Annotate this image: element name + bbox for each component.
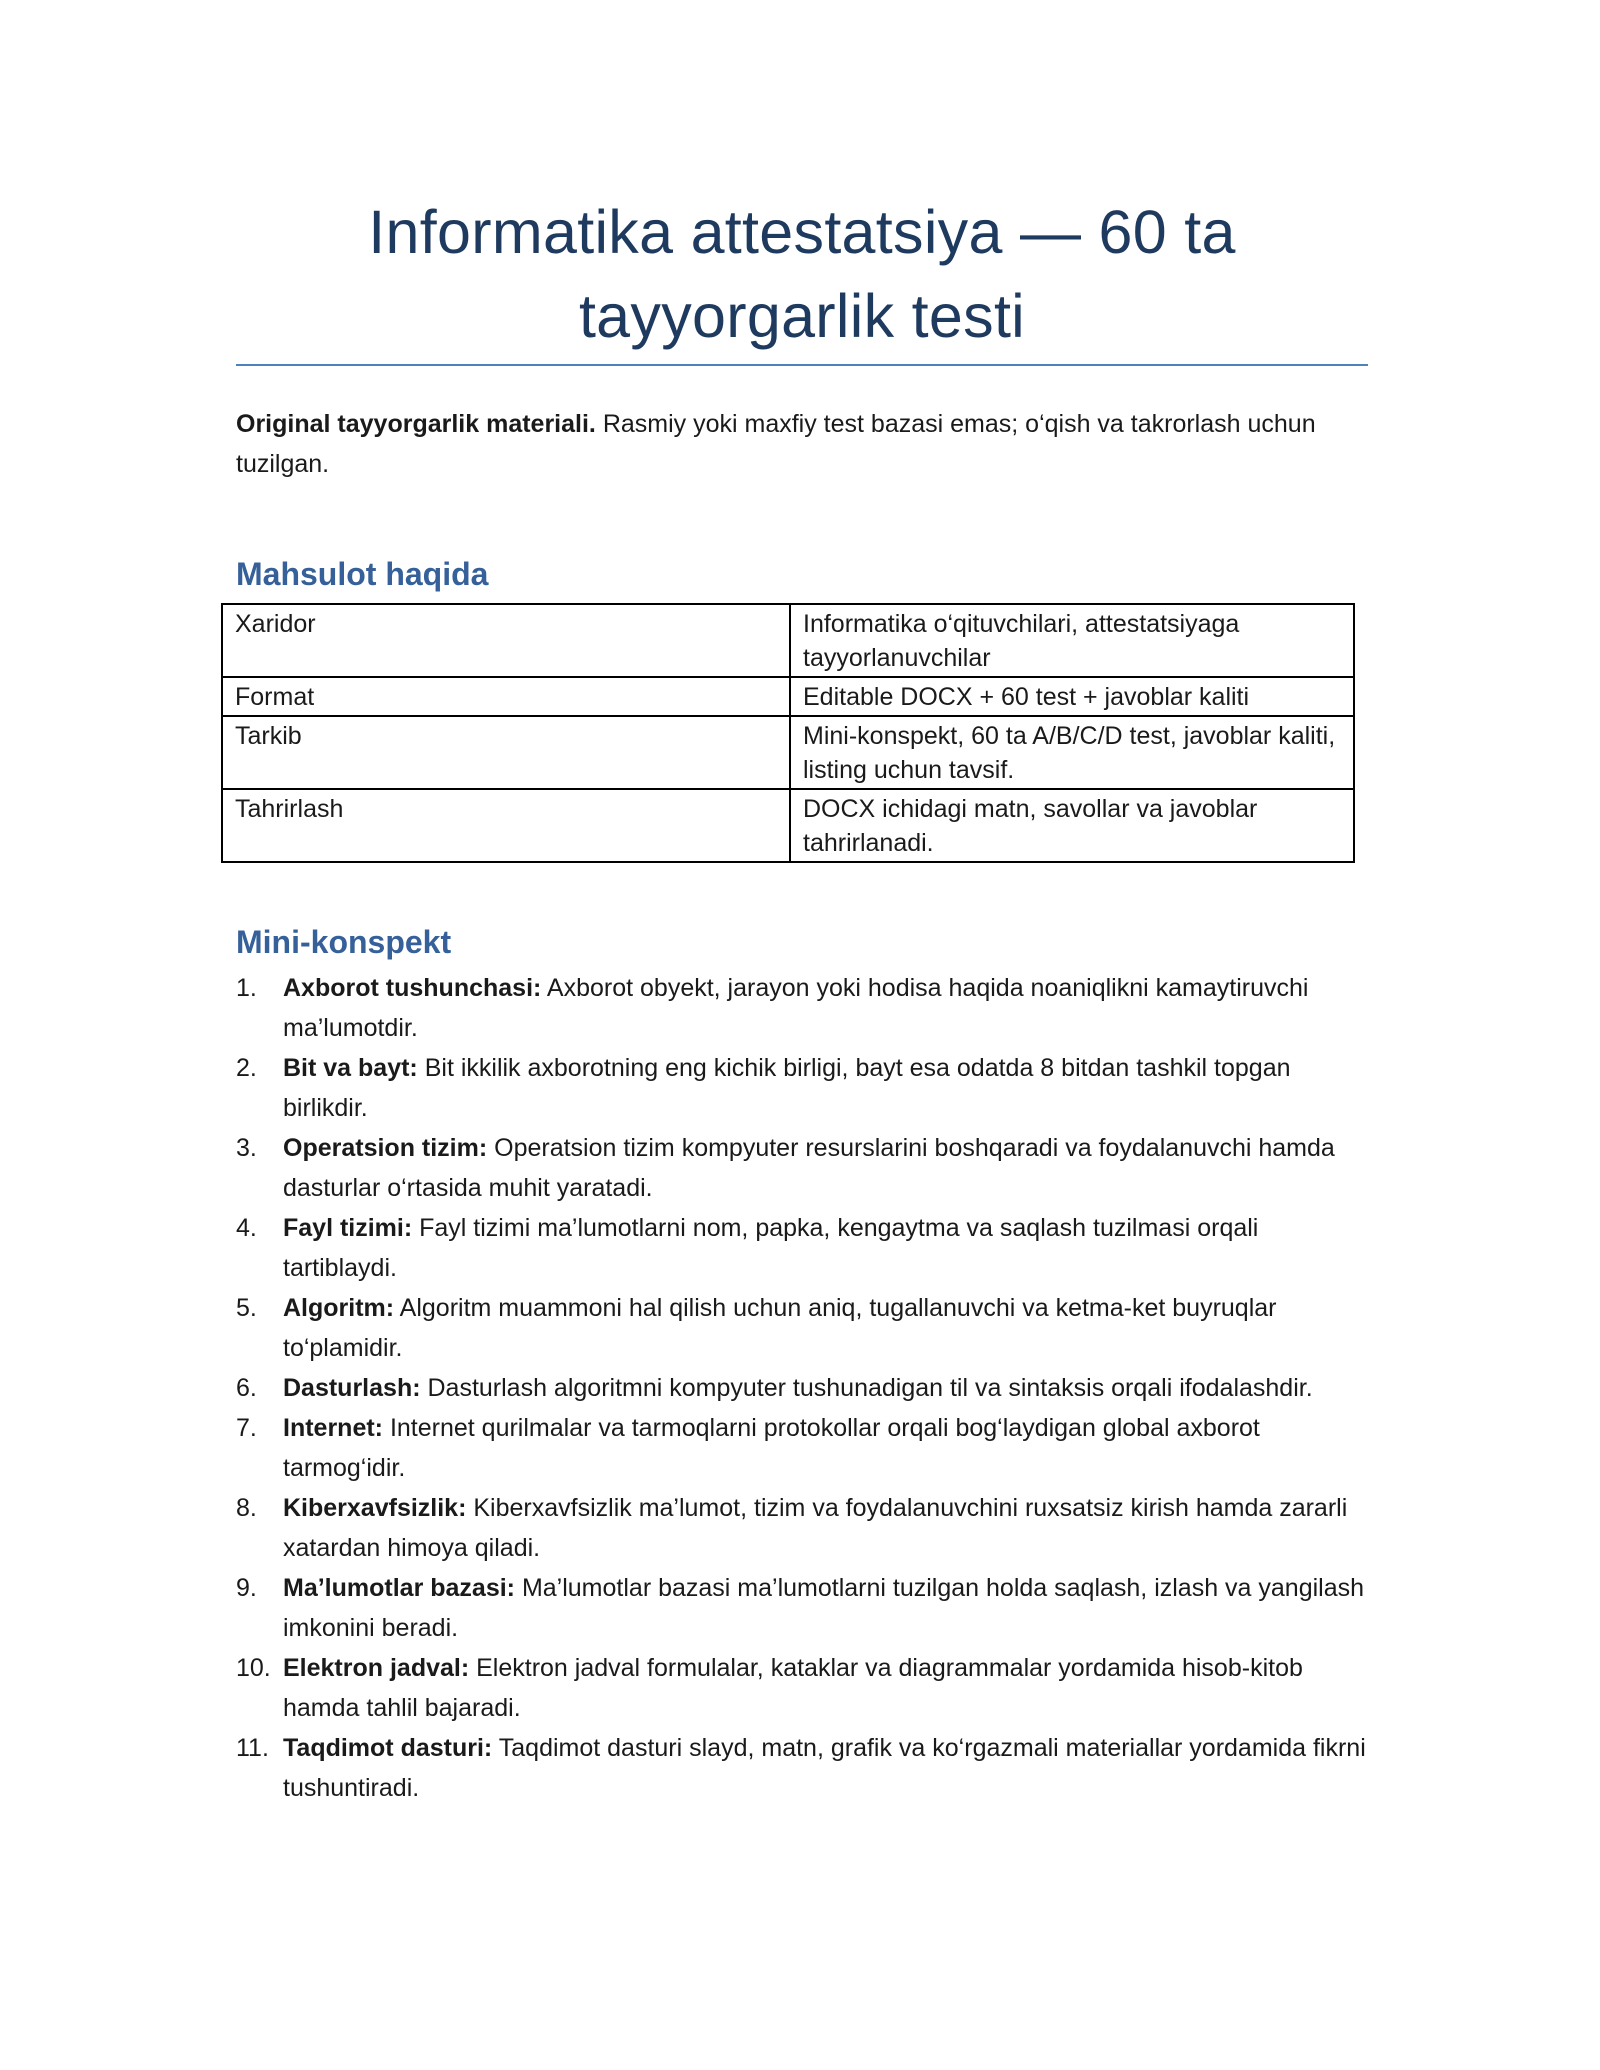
list-item	[236, 1488, 1376, 1568]
item-number: 9.	[236, 1574, 257, 1602]
table-cell-value: Mini-konspekt, 60 ta A/B/C/D test, javoblar kaliti, listing uchun tavsif.	[790, 716, 1354, 789]
intro-paragraph	[236, 404, 1366, 484]
item-text: Ma’lumotlar bazasi ma’lumotlarni tuzilgan holda saqlash, izlash va yangilash imkonini beradi.	[283, 1574, 1365, 1642]
table-row	[222, 716, 1354, 789]
list-item	[236, 1728, 1376, 1808]
table-row	[222, 604, 1354, 677]
title-divider	[236, 364, 1368, 366]
list-item	[236, 1408, 1376, 1488]
item-text: Operatsion tizim kompyuter resurslarini boshqaradi va foydalanuvchi hamda dasturlar o‘rtasida muhit yaratadi.	[283, 1134, 1335, 1202]
item-term: Operatsion tizim:	[283, 1134, 488, 1162]
item-text: Bit ikkilik axborotning eng kichik birligi, bayt esa odatda 8 bitdan tashkil topgan birlikdir.	[283, 1054, 1291, 1122]
item-term: Ma’lumotlar bazasi:	[283, 1574, 515, 1602]
konspekt-heading: Mini-konspekt	[236, 924, 452, 960]
list-item	[236, 1048, 1376, 1128]
item-number: 2.	[236, 1054, 257, 1082]
item-term: Elektron jadval:	[283, 1654, 470, 1682]
item-text: Fayl tizimi ma’lumotlarni nom, papka, kengaytma va saqlash tuzilmasi orqali tartiblaydi.	[283, 1214, 1259, 1282]
document-title: Informatika attestatsiya — 60 ta tayyorgarlik testi	[368, 198, 1236, 350]
table-cell-key: Tahrirlash	[222, 789, 790, 862]
item-text: Taqdimot dasturi slayd, matn, grafik va ko‘rgazmali materiallar yordamida fikrni tushuntiradi.	[283, 1734, 1366, 1802]
table-cell-key: Format	[222, 677, 790, 716]
table-cell-value: DOCX ichidagi matn, savollar va javoblar tahrirlanadi.	[790, 789, 1354, 862]
list-item	[236, 1288, 1376, 1368]
item-term: Algoritm:	[283, 1294, 395, 1322]
product-table	[221, 603, 1355, 863]
item-number: 6.	[236, 1374, 257, 1402]
item-term: Bit va bayt:	[283, 1054, 418, 1082]
item-term: Internet:	[283, 1414, 383, 1442]
item-term: Taqdimot dasturi:	[283, 1734, 493, 1762]
item-number: 5.	[236, 1294, 257, 1322]
table-cell-value: Editable DOCX + 60 test + javoblar kaliti	[790, 677, 1354, 716]
item-term: Fayl tizimi:	[283, 1214, 413, 1242]
item-term: Dasturlash:	[283, 1374, 421, 1402]
table-cell-key: Xaridor	[222, 604, 790, 677]
item-text: Axborot obyekt, jarayon yoki hodisa haqida noaniqlikni kamaytiruvchi ma’lumotdir.	[283, 974, 1309, 1042]
intro-text: Rasmiy yoki maxfiy test bazasi emas; o‘qish va takrorlash uchun tuzilgan.	[236, 410, 1316, 478]
product-heading: Mahsulot haqida	[236, 556, 489, 592]
item-number: 11.	[236, 1734, 269, 1762]
list-item	[236, 1648, 1376, 1728]
table-row	[222, 789, 1354, 862]
item-text: Kiberxavfsizlik ma’lumot, tizim va foydalanuvchini ruxsatsiz kirish hamda zararli xatardan himoya qiladi.	[283, 1494, 1348, 1562]
item-number: 8.	[236, 1494, 257, 1522]
intro-bold: Original tayyorgarlik materiali.	[236, 410, 596, 438]
item-term: Kiberxavfsizlik:	[283, 1494, 467, 1522]
list-item	[236, 1568, 1376, 1648]
table-cell-value: Informatika o‘qituvchilari, attestatsiyaga tayyorlanuvchilar	[790, 604, 1354, 677]
item-text: Internet qurilmalar va tarmoqlarni protokollar orqali bog‘laydigan global axborot tarmog‘idir.	[283, 1414, 1260, 1482]
item-term: Axborot tushunchasi:	[283, 974, 542, 1002]
list-item	[236, 1368, 1376, 1408]
table-row	[222, 677, 1354, 716]
item-text: Algoritm muammoni hal qilish uchun aniq, tugallanuvchi va ketma-ket buyruqlar to‘plamidir.	[283, 1294, 1277, 1362]
item-text: Dasturlash algoritmni kompyuter tushunadigan til va sintaksis orqali ifodalashdir.	[420, 1374, 1313, 1402]
item-text: Elektron jadval formulalar, kataklar va diagrammalar yordamida hisob-kitob hamda tahlil bajaradi.	[283, 1654, 1303, 1722]
table-cell-key: Tarkib	[222, 716, 790, 789]
item-number: 10.	[236, 1654, 271, 1682]
list-item	[236, 1208, 1376, 1288]
item-number: 7.	[236, 1414, 257, 1442]
list-item	[236, 968, 1376, 1048]
list-item	[236, 1128, 1376, 1208]
item-number: 4.	[236, 1214, 257, 1242]
item-number: 3.	[236, 1134, 257, 1162]
konspekt-list	[236, 968, 1376, 1808]
item-number: 1.	[236, 974, 257, 1002]
